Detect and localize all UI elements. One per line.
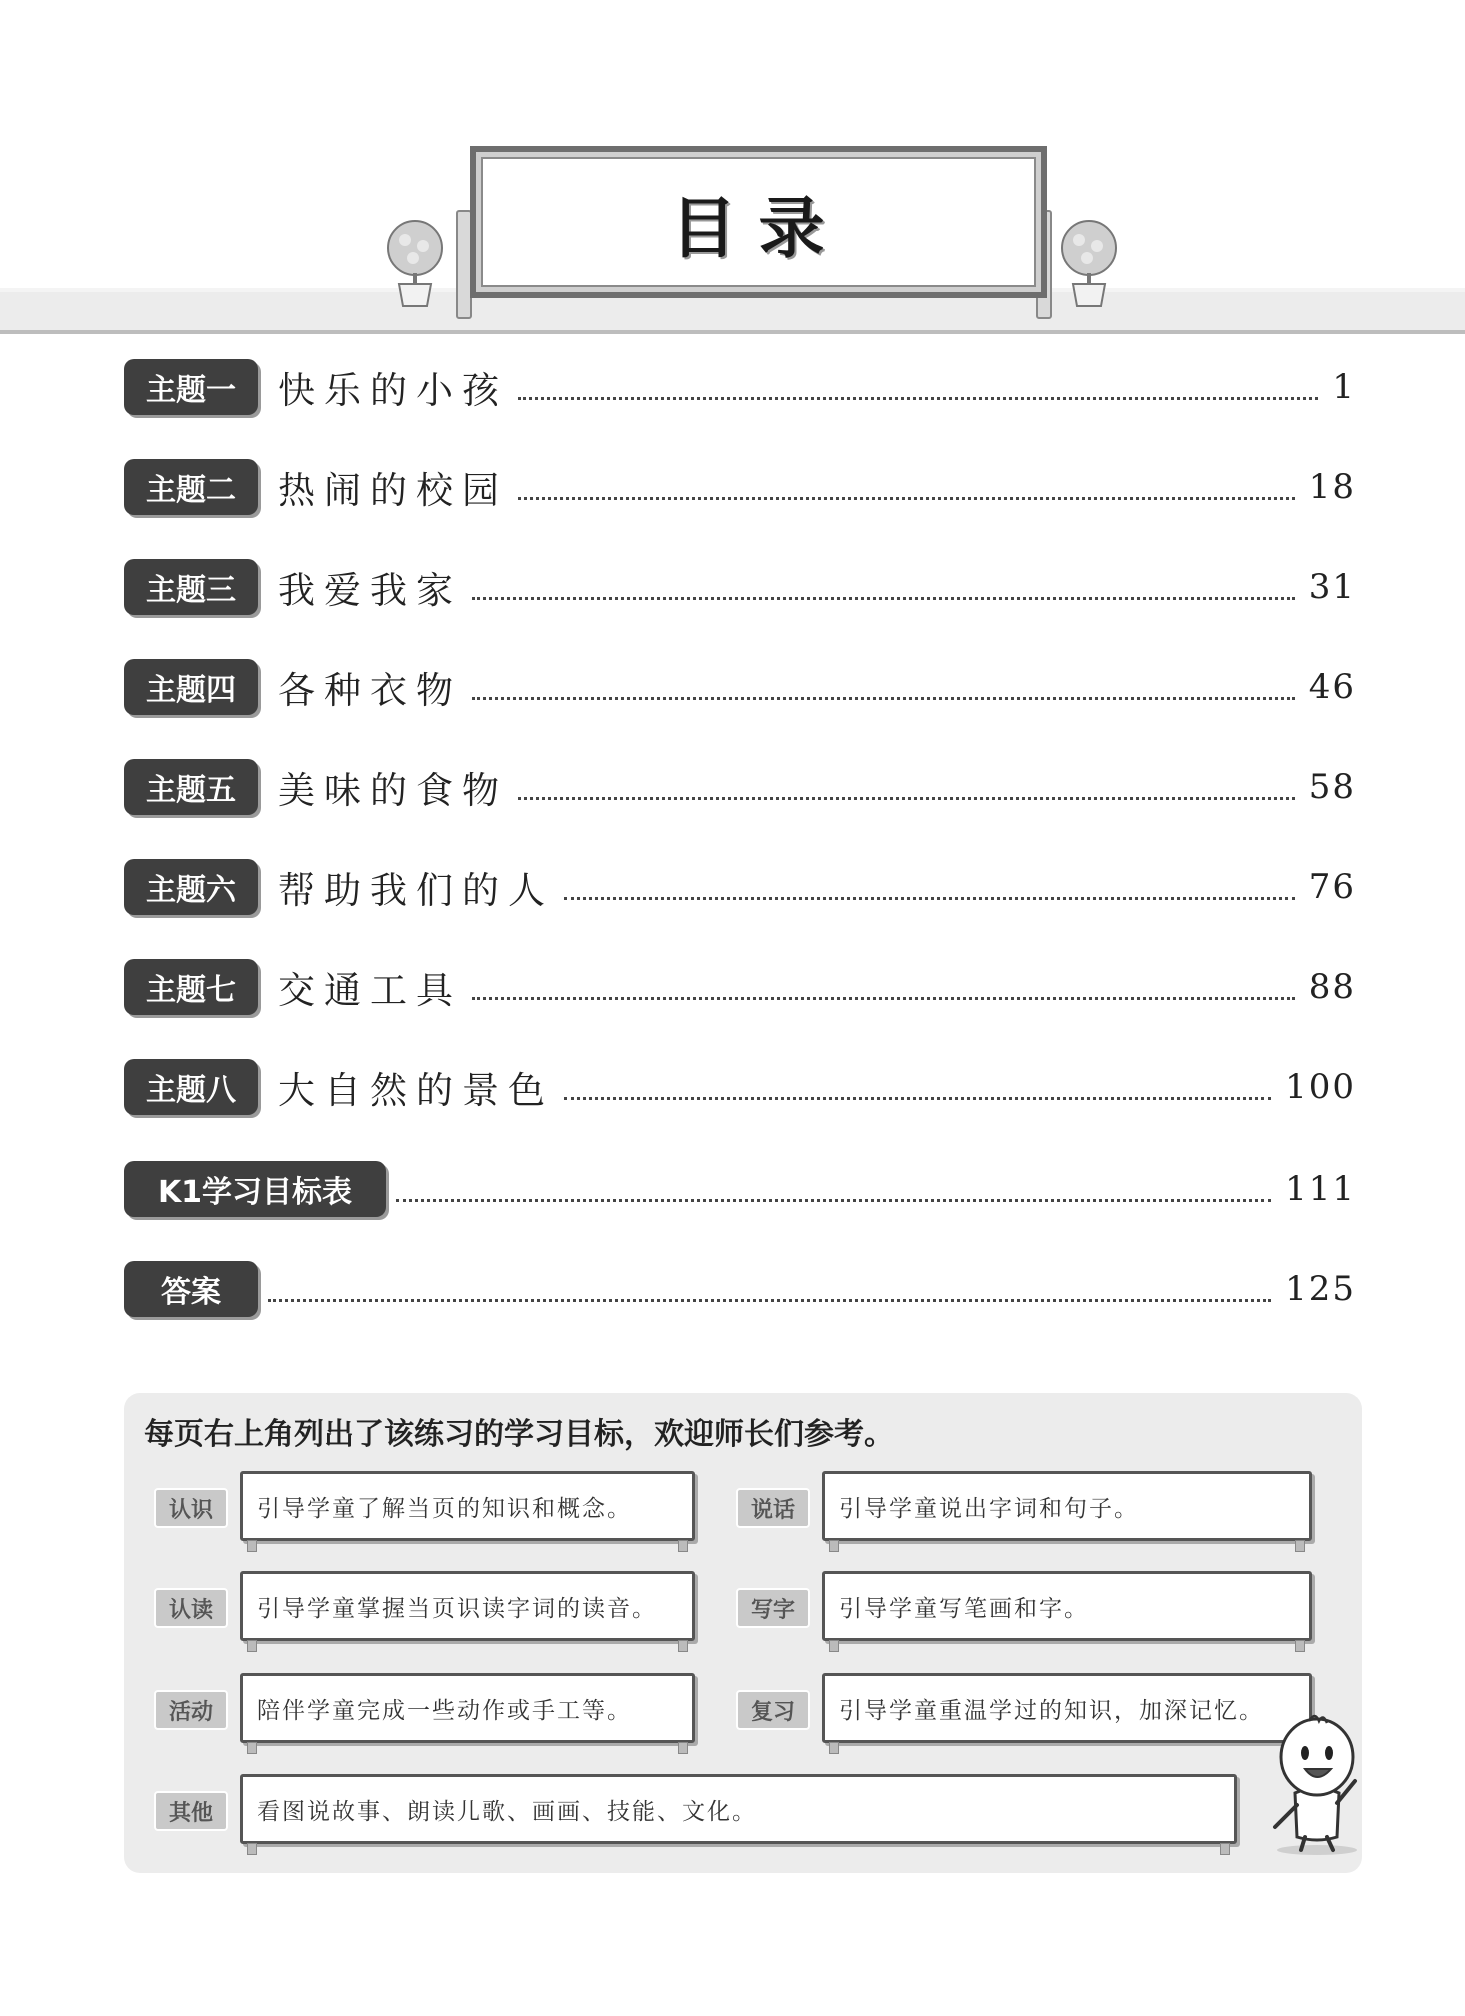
toc-badge: 主题六: [124, 859, 258, 915]
toc-entry[interactable]: [124, 1258, 1356, 1320]
objective-description: 引导学童重温学过的知识，加深记忆。: [822, 1673, 1312, 1743]
objective-description: 引导学童掌握当页识读字词的读音。: [240, 1571, 695, 1641]
potted-plant-icon: [1059, 218, 1119, 308]
dot-leader: [564, 1094, 1271, 1100]
dot-leader: [472, 594, 1295, 600]
dot-leader: [518, 494, 1295, 500]
objective-description: 看图说故事、朗读儿歌、画画、技能、文化。: [240, 1774, 1237, 1844]
toc-entry[interactable]: [124, 956, 1356, 1018]
title-board: [470, 146, 1047, 298]
toc-page-number: 88: [1308, 967, 1356, 1007]
toc-page-number: 31: [1308, 567, 1356, 607]
toc-title: 快乐的小孩: [278, 369, 508, 412]
toc-badge: 主题七: [124, 959, 258, 1015]
objective-tag: 说话: [736, 1488, 810, 1528]
toc-entry[interactable]: [124, 456, 1356, 518]
dot-leader: [564, 894, 1295, 900]
toc-page-number: 58: [1308, 767, 1356, 807]
toc-page-number: 46: [1308, 667, 1356, 707]
toc-badge: 答案: [124, 1261, 258, 1317]
cartoon-mascot-icon: [1265, 1705, 1365, 1855]
objective-description: 引导学童说出字词和句子。: [822, 1471, 1312, 1541]
toc-entry[interactable]: [124, 856, 1356, 918]
dot-leader: [518, 394, 1318, 400]
toc-badge: 主题三: [124, 559, 258, 615]
toc-page-number: 76: [1308, 867, 1356, 907]
toc-entry[interactable]: [124, 1158, 1356, 1220]
toc-page-number: 1: [1332, 367, 1356, 407]
objective-tag: 其他: [154, 1791, 228, 1831]
panel-heading: 每页右上角列出了该练习的学习目标，欢迎师长们参考。: [144, 1417, 894, 1452]
toc-entry[interactable]: [124, 556, 1356, 618]
learning-objectives-panel: [124, 1393, 1362, 1873]
dot-leader: [518, 794, 1295, 800]
dot-leader: [472, 694, 1295, 700]
dot-leader: [396, 1196, 1271, 1202]
toc-page-number: 18: [1308, 467, 1356, 507]
toc-badge: K1学习目标表: [124, 1161, 386, 1217]
toc-page-number: 125: [1285, 1269, 1356, 1309]
toc-badge: 主题五: [124, 759, 258, 815]
page-title: 目录: [670, 189, 847, 267]
toc-entry[interactable]: [124, 1056, 1356, 1118]
toc-page-number: 100: [1285, 1067, 1356, 1107]
toc-title: 各种衣物: [278, 669, 462, 712]
toc-title: 交通工具: [278, 969, 462, 1012]
toc-entry[interactable]: [124, 656, 1356, 718]
toc-entry[interactable]: [124, 356, 1356, 418]
toc-badge: 主题四: [124, 659, 258, 715]
toc-title: 我爱我家: [278, 569, 462, 612]
dot-leader: [268, 1296, 1271, 1302]
objective-tag: 复习: [736, 1690, 810, 1730]
potted-plant-icon: [385, 218, 445, 308]
toc-title: 热闹的校园: [278, 469, 508, 512]
objective-tag: 写字: [736, 1588, 810, 1628]
header-band: [0, 292, 1465, 334]
toc-title: 美味的食物: [278, 769, 508, 812]
toc-title: 帮助我们的人: [278, 869, 554, 912]
objective-tag: 认读: [154, 1588, 228, 1628]
toc-badge: 主题二: [124, 459, 258, 515]
objective-tag: 认识: [154, 1488, 228, 1528]
toc-title: 大自然的景色: [278, 1069, 554, 1112]
toc-badge: 主题八: [124, 1059, 258, 1115]
objective-description: 引导学童了解当页的知识和概念。: [240, 1471, 695, 1541]
toc-entry[interactable]: [124, 756, 1356, 818]
objective-tag: 活动: [154, 1690, 228, 1730]
toc-badge: 主题一: [124, 359, 258, 415]
toc-page-number: 111: [1285, 1169, 1356, 1209]
objective-description: 陪伴学童完成一些动作或手工等。: [240, 1673, 695, 1743]
dot-leader: [472, 994, 1295, 1000]
objective-description: 引导学童写笔画和字。: [822, 1571, 1312, 1641]
